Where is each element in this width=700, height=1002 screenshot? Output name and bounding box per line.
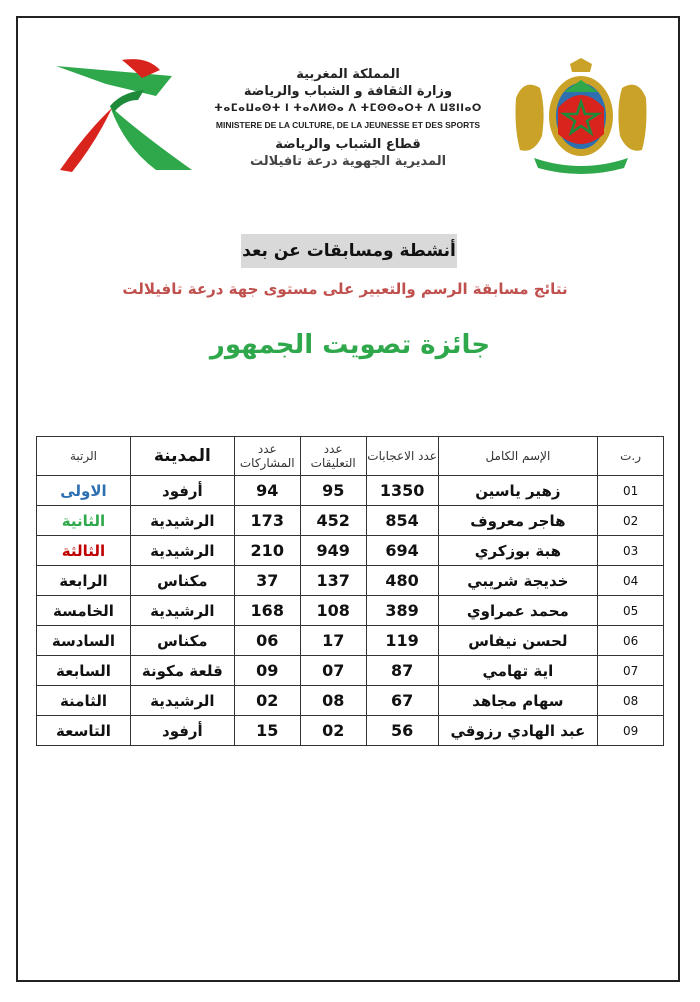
- table-header-row: [37, 437, 664, 476]
- col-header-name: الإسم الكامل: [438, 437, 598, 476]
- ministry-header: [196, 66, 500, 170]
- comments-count: 949: [300, 536, 366, 566]
- participant-name: اية تهامي: [438, 656, 598, 686]
- rank: الرابعة: [37, 566, 131, 596]
- table-row: [37, 686, 664, 716]
- col-header-shares: عدد المشاركات: [234, 437, 300, 476]
- participant-name: زهير ياسين: [438, 476, 598, 506]
- ministry-title-fr: MINISTERE DE LA CULTURE, DE LA JEUNESSE ET DES SPORTS: [215, 120, 481, 130]
- rank: الاولى: [37, 476, 131, 506]
- rank: السادسة: [37, 626, 131, 656]
- row-number: 03: [598, 536, 664, 566]
- participant-name: محمد عمراوي: [438, 596, 598, 626]
- likes-count: 119: [366, 626, 438, 656]
- city: الرشيدية: [130, 596, 234, 626]
- participant-name: هاجر معروف: [438, 506, 598, 536]
- table-row: [37, 656, 664, 686]
- rank: الثامنة: [37, 686, 131, 716]
- likes-count: 67: [366, 686, 438, 716]
- shares-count: 94: [234, 476, 300, 506]
- row-number: 06: [598, 626, 664, 656]
- royal-crest-icon: [506, 58, 656, 176]
- col-header-city: المدينة: [130, 437, 234, 476]
- rank: الثالثة: [37, 536, 131, 566]
- participant-name: لحسن نيفاس: [438, 626, 598, 656]
- shares-count: 168: [234, 596, 300, 626]
- table-row: [37, 716, 664, 746]
- likes-count: 694: [366, 536, 438, 566]
- directorate-title: المديرية الجهوية درعة تافيلالت: [249, 154, 447, 169]
- shares-count: 37: [234, 566, 300, 596]
- row-number: 07: [598, 656, 664, 686]
- kingdom-title: المملكة المغربية: [296, 67, 400, 82]
- table-row: [37, 596, 664, 626]
- col-header-likes: عدد الاعجابات: [366, 437, 438, 476]
- row-number: 09: [598, 716, 664, 746]
- city: مكناس: [130, 626, 234, 656]
- col-header-comments: عدد التعليقات: [300, 437, 366, 476]
- shares-count: 02: [234, 686, 300, 716]
- comments-count: 17: [300, 626, 366, 656]
- table-row: [37, 626, 664, 656]
- rank: الثانية: [37, 506, 131, 536]
- city: الرشيدية: [130, 536, 234, 566]
- col-header-no: ر.ت: [598, 437, 664, 476]
- comments-count: 137: [300, 566, 366, 596]
- likes-count: 854: [366, 506, 438, 536]
- city: الرشيدية: [130, 686, 234, 716]
- row-number: 01: [598, 476, 664, 506]
- comments-count: 07: [300, 656, 366, 686]
- ministry-title-tifinagh: ⵜⴰⵎⴰⵡⴰⵙⵜ ⵏ ⵜⴰⴷⵍⵙⴰ ⴷ ⵜⵎⵙⵙⴰⵔⵜ ⴷ ⵡⵓⵏⵏⴰⵔ: [214, 103, 482, 114]
- likes-count: 87: [366, 656, 438, 686]
- shares-count: 06: [234, 626, 300, 656]
- col-header-rank: الرتبة: [37, 437, 131, 476]
- table-row: [37, 506, 664, 536]
- ministry-title-ar: وزارة الثقافة و الشباب والرياضة: [243, 84, 453, 99]
- city: الرشيدية: [130, 506, 234, 536]
- ministry-logo-icon: [52, 58, 202, 176]
- shares-count: 09: [234, 656, 300, 686]
- comments-count: 452: [300, 506, 366, 536]
- likes-count: 56: [366, 716, 438, 746]
- rank: السابعة: [37, 656, 131, 686]
- results-title: نتائج مسابقة الرسم والتعبير على مستوى جهة درعة تافيلالت: [122, 280, 568, 298]
- likes-count: 1350: [366, 476, 438, 506]
- row-number: 04: [598, 566, 664, 596]
- city: قلعة مكونة: [130, 656, 234, 686]
- comments-count: 108: [300, 596, 366, 626]
- city: أرفود: [130, 716, 234, 746]
- comments-count: 95: [300, 476, 366, 506]
- likes-count: 480: [366, 566, 438, 596]
- table-row: [37, 476, 664, 506]
- row-number: 08: [598, 686, 664, 716]
- table-row: [37, 536, 664, 566]
- results-table: [36, 436, 664, 746]
- likes-count: 389: [366, 596, 438, 626]
- comments-count: 08: [300, 686, 366, 716]
- sector-title: قطاع الشباب والرياضة: [275, 137, 421, 152]
- shares-count: 173: [234, 506, 300, 536]
- activities-banner: أنشطة ومسابقات عن بعد: [241, 234, 457, 268]
- award-title: جائزة تصويت الجمهور: [209, 330, 491, 360]
- participant-name: سهام مجاهد: [438, 686, 598, 716]
- row-number: 02: [598, 506, 664, 536]
- participant-name: عبد الهادي رزوقي: [438, 716, 598, 746]
- participant-name: خديجة شريبي: [438, 566, 598, 596]
- city: مكناس: [130, 566, 234, 596]
- row-number: 05: [598, 596, 664, 626]
- participant-name: هبة بوزكري: [438, 536, 598, 566]
- table-row: [37, 566, 664, 596]
- shares-count: 15: [234, 716, 300, 746]
- comments-count: 02: [300, 716, 366, 746]
- rank: التاسعة: [37, 716, 131, 746]
- rank: الخامسة: [37, 596, 131, 626]
- shares-count: 210: [234, 536, 300, 566]
- city: أرفود: [130, 476, 234, 506]
